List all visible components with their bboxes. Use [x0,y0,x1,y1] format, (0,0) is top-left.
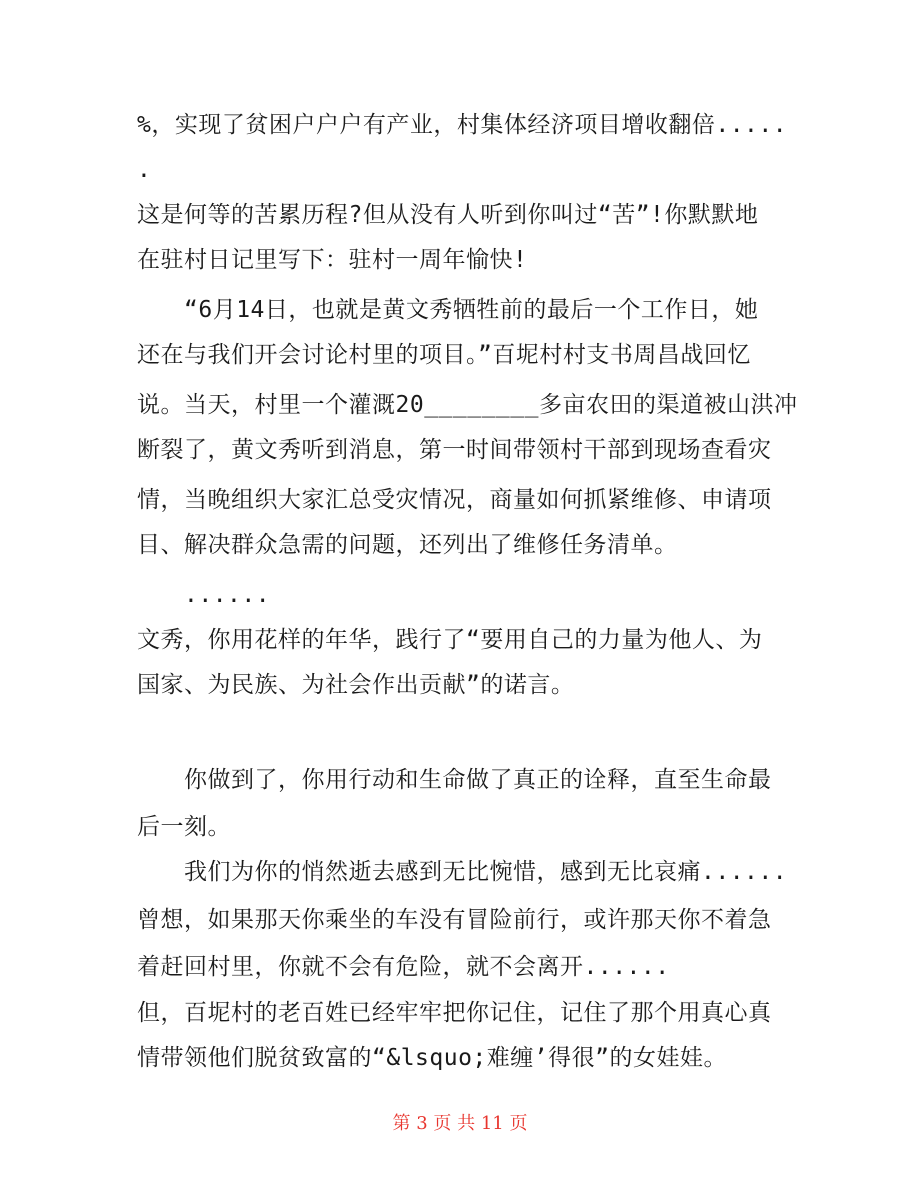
text-line-16: 我们为你的悄然逝去感到无比惋惜，感到无比哀痛...... [137,859,788,885]
text-line-7: 说。当天，村里一个灌溉20________多亩农田的渠道被山洪冲 [137,392,798,418]
text-line-6: 还在与我们开会讨论村里的项目。”百坭村村支书周昌战回忆 [137,342,751,368]
text-line-17: 曾想，如果那天你乘坐的车没有冒险前行，或许那天你不着急 [137,907,772,933]
text-line-18: 着赶回村里，你就不会有危险，就不会离开...... [137,954,670,980]
page-number-footer: 第 3 页 共 11 页 [392,1113,528,1134]
text-line-19: 但，百坭村的老百姓已经牢牢把你记住，记住了那个用真心真 [137,1000,772,1026]
text-line-15: 后一刻。 [137,814,231,840]
text-line-9: 情，当晚组织大家汇总受灾情况，商量如何抓紧维修、申请项 [137,487,772,513]
text-line-4: 在驻村日记里写下：驻村一周年愉快! [137,247,528,273]
text-line-13: 国家、为民族、为社会作出贡献”的诺言。 [137,672,575,698]
text-line-5: “6月14日，也就是黄文秀牺牲前的最后一个工作日，她 [137,297,759,323]
text-line-14: 你做到了，你用行动和生命做了真正的诠释，直至生命最 [137,767,772,793]
text-line-11: ...... [137,582,271,608]
text-line-12: 文秀，你用花样的年华，践行了“要用自己的力量为他人、为 [137,627,763,653]
text-line-10: 目、解决群众急需的问题，还列出了维修任务清单。 [137,532,678,558]
text-line-20: 情带领他们脱贫致富的“&lsquo;难缠’得很”的女娃娃。 [137,1045,727,1071]
text-line-1: %，实现了贫困户户户有产业，村集体经济项目增收翻倍..... [137,112,788,138]
text-line-3: 这是何等的苦累历程?但从没有人听到你叫过“苦”!你默默地 [137,202,759,228]
text-line-2: . [137,157,152,183]
text-line-8: 断裂了，黄文秀听到消息，第一时间带领村干部到现场查看灾 [137,437,772,463]
